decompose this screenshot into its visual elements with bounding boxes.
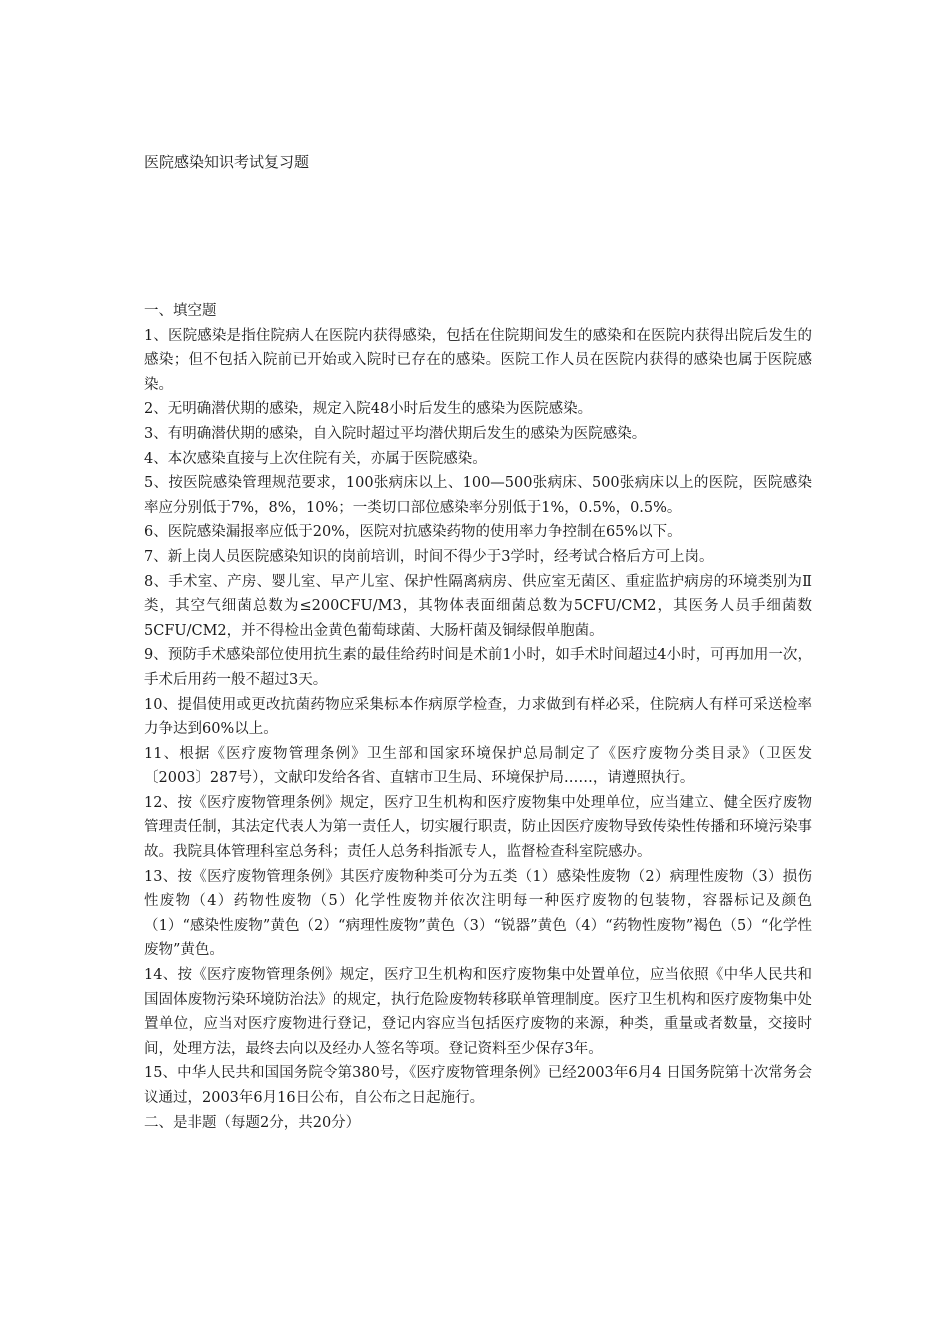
section-heading-fill-in: 一、填空题	[144, 303, 217, 319]
document-title: 医院感染知识考试复习题	[144, 153, 310, 171]
document-body	[144, 299, 812, 1135]
question-item-13: 13、按《医疗废物管理条例》其医疗废物种类可分为五类（1）感染性废物（2）病理性废物（3）损伤性废物（4）药物性废物（5）化学性废物并依次注明每一种医疗废物的包装物，容器标记及颜色（1）“感染性废物”黄色（2）“病理性废物”黄色（3）“锐器”黄色（4）“药物性废物”褐色（5）“化学性废物”黄色。	[144, 868, 812, 959]
question-item-15: 15、中华人民共和国国务院令第380号，《医疗废物管理条例》已经2003年6月4 日国务院第十次常务会议通过，2003年6月16日公布，自公布之日起施行。	[144, 1065, 812, 1106]
question-item-1: 1、医院感染是指住院病人在医院内获得感染，包括在住院期间发生的感染和在医院内获得出院后发生的感染；但不包括入院前已开始或入院时已存在的感染。医院工作人员在医院内获得的感染也属于医院感染。	[144, 327, 812, 393]
question-item-4: 4、本次感染直接与上次住院有关，亦属于医院感染。	[144, 450, 487, 467]
question-item-12: 12、按《医疗废物管理条例》规定，医疗卫生机构和医疗废物集中处理单位，应当建立、健全医疗废物管理责任制，其法定代表人为第一责任人，切实履行职责，防止因医疗废物导致传染性传播和环境污染事故。我院具体管理科室总务科；责任人总务科指派专人，监督检查科室院感办。	[144, 794, 812, 861]
question-item-10: 10、提倡使用或更改抗菌药物应采集标本作病原学检查，力求做到有样必采，住院病人有样可采送检率力争达到60%以上。	[144, 696, 812, 738]
question-item-3: 3、有明确潜伏期的感染，自入院时超过平均潜伏期后发生的感染为医院感染。	[144, 425, 647, 442]
question-item-6: 6、医院感染漏报率应低于20%，医院对抗感染药物的使用率力争控制在65%以下。	[144, 524, 682, 541]
question-item-7: 7、新上岗人员医院感染知识的岗前培训，时间不得少于3学时，经考试合格后方可上岗。	[144, 548, 714, 565]
question-item-2: 2、无明确潜伏期的感染，规定入院48小时后发生的感染为医院感染。	[144, 401, 593, 418]
question-item-14: 14、按《医疗废物管理条例》规定，医疗卫生机构和医疗废物集中处置单位，应当依照《中华人民共和国固体废物污染环境防治法》的规定，执行危险废物转移联单管理制度。医疗卫生机构和医疗废物集中处置单位，应当对医疗废物进行登记，登记内容应当包括医疗废物的来源，种类，重量或者数量，交接时间，处理方法，最终去向以及经办人签名等项。登记资料至少保存3年。	[144, 967, 812, 1057]
section-heading-true-false: 二、是非题（每题2分，共20分）	[144, 1114, 361, 1131]
question-item-11: 11、根据《医疗废物管理条例》卫生部和国家环境保护总局制定了《医疗废物分类目录》（卫医发〔2003〕287号），文献印发给各省、直辖市卫生局、环境保护局……，请遵照执行。	[144, 745, 812, 787]
question-item-9: 9、预防手术感染部位使用抗生素的最佳给药时间是术前1小时，如手术时间超过4小时，可再加用一次，手术后用药一般不超过3天。	[144, 647, 812, 688]
question-item-8: 8、手术室、产房、婴儿室、早产儿室、保护性隔离病房、供应室无菌区、重症监护病房的环境类别为Ⅱ类，其空气细菌总数为≤200CFU/M3，其物体表面细菌总数为5CFU/CM2，其医务人员手细菌数5CFU/CM2，并不得检出金黄色葡萄球菌、大肠杆菌及铜绿假单胞菌。	[144, 573, 812, 639]
question-item-5: 5、按医院感染管理规范要求，100张病床以上、100—500张病床、500张病床以上的医院，医院感染率应分别低于7%，8%，10%；一类切口部位感染率分别低于1%，0.5%，0.5%。	[144, 475, 812, 516]
